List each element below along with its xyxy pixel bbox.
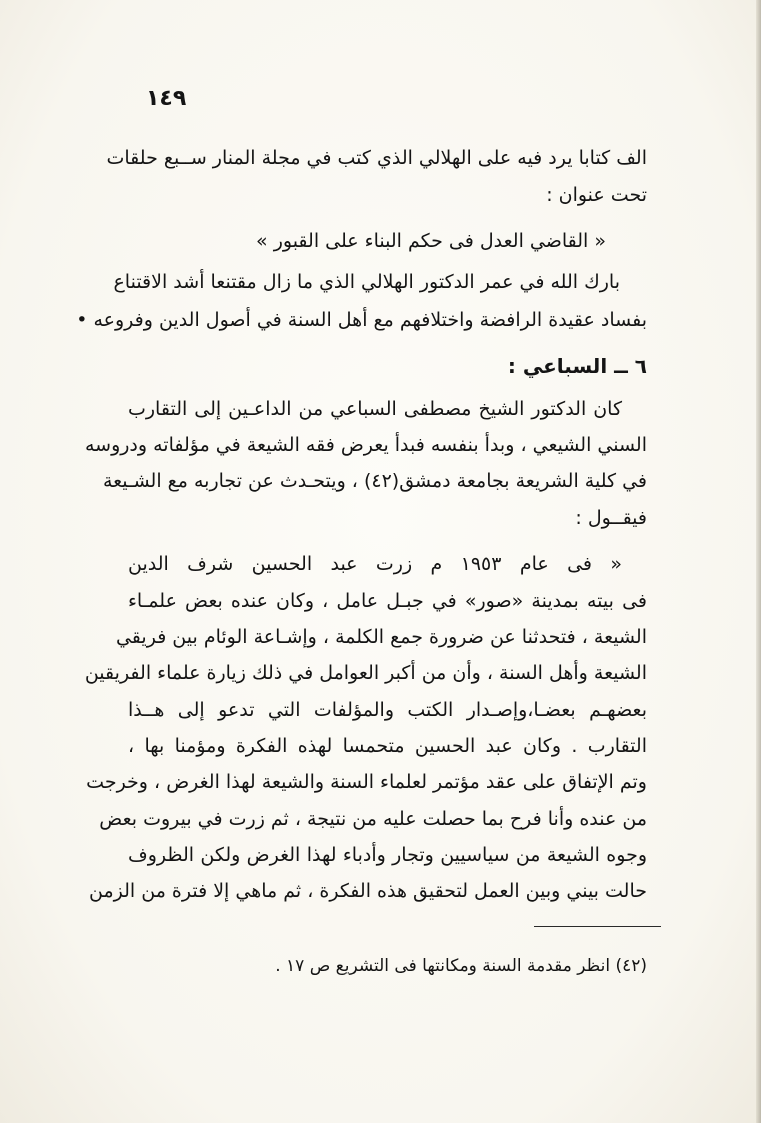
quote-line: بعضهـم بعضـا،وإصـدار الكتب والمؤلفات التي تدعو إلى هــذا <box>128 699 647 721</box>
quote-line: الشيعة وأهل السنة ، وأن من أكبر العوامل في ذلك زيارة علماء الفريقين <box>84 662 647 684</box>
body-line: بفساد عقيدة الرافضة واختلافهم مع أهل السنة في أصول الدين وفروعه • <box>76 309 647 331</box>
quote-line: حالت بيني وبين العمل لتحقيق هذه الفكرة ، ثم ماهي إلا فترة من الزمن <box>89 880 647 902</box>
quoted-title: « القاضي العدل فى حكم البناء على القبور » <box>256 230 606 252</box>
body-line: الف كتابا يرد فيه على الهلالي الذي كتب في مجلة المنار ســبع حلقات <box>106 147 647 169</box>
page-number: ١٤٩ <box>146 86 187 111</box>
quote-line: وجوه الشيعة من سياسيين وتجار وأدباء لهذا الغرض ولكن الظروف <box>128 844 647 866</box>
quote-line: « فى عام ١٩٥٣ م زرت عبد الحسين شرف الدين <box>128 553 622 575</box>
section-heading: ٦ ــ السباعي : <box>507 354 647 378</box>
quote-line: وتم الإتفاق على عقد مؤتمر لعلماء السنة والشيعة لهذا الغرض ، وخرجت <box>86 771 647 793</box>
page-edge-shadow <box>756 0 761 1123</box>
body-line: فيقــول : <box>575 507 647 529</box>
quote-line: الشيعة ، فتحدثنا عن ضرورة جمع الكلمة ، وإشـاعة الوئام بين فريقي <box>115 626 647 648</box>
quote-line: من عنده وأنا فرح بما حصلت عليه من نتيجة ، ثم زرت في بيروت بعض <box>99 808 647 830</box>
footnote: (٤٢) انظر مقدمة السنة ومكانتها فى التشريع ص ١٧ . <box>275 956 647 976</box>
body-line: كان الدكتور الشيخ مصطفى السباعي من الداعـين إلى التقارب <box>128 398 622 420</box>
quote-line: التقارب . وكان عبد الحسين متحمسا لهذه الفكرة ومؤمنا بها ، <box>128 735 647 757</box>
body-line: تحت عنوان : <box>546 184 647 206</box>
quote-line: فى بيته بمدينة «صور» في جبـل عامل ، وكان عنده بعض علمـاء <box>128 590 647 612</box>
body-line: بارك الله في عمر الدكتور الهلالي الذي ما زال مقتنعا أشد الاقتناع <box>113 271 620 293</box>
body-line: السني الشيعي ، وبدأ بنفسه فبدأ يعرض فقه الشيعة في مؤلفاته ودروسه <box>84 434 647 456</box>
footnote-separator <box>534 926 661 927</box>
body-line: في كلية الشريعة بجامعة دمشق(٤٢) ، ويتحـدث عن تجاربه مع الشـيعة <box>102 470 647 492</box>
